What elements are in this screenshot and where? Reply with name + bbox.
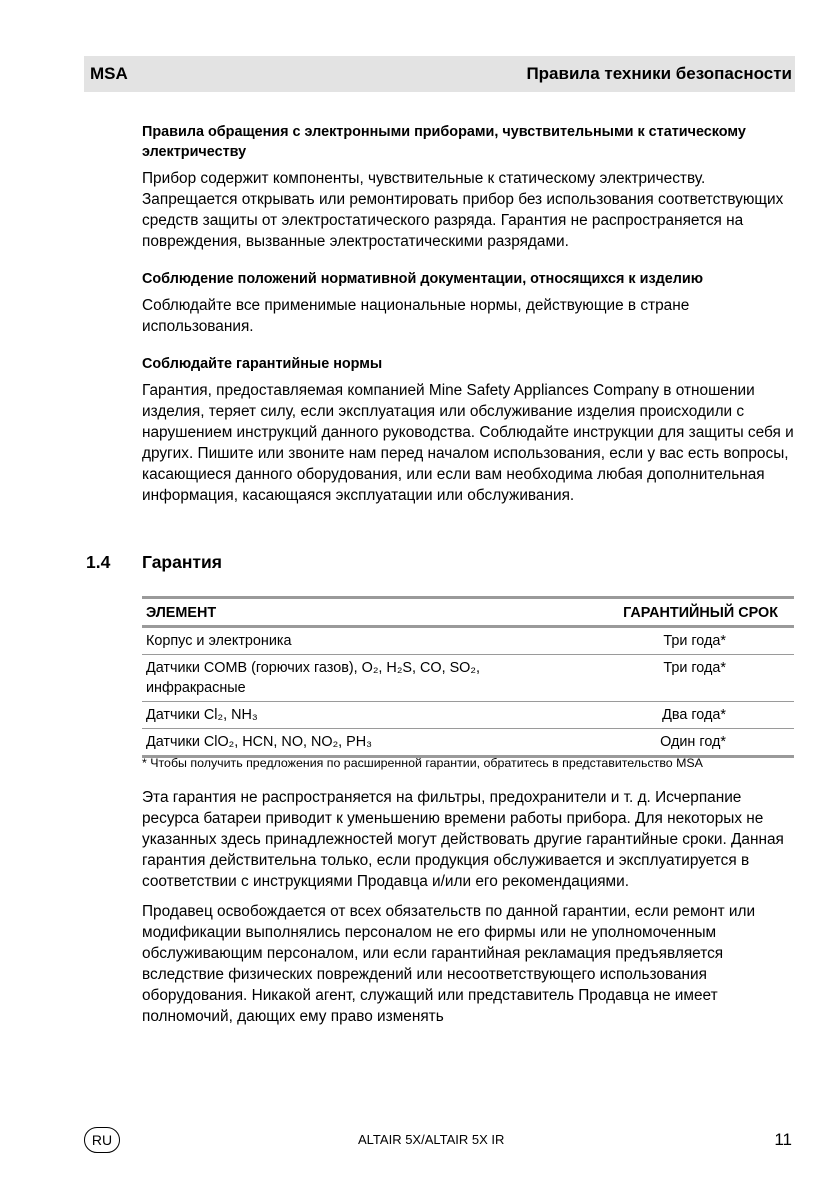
term-cell: Два года*	[542, 702, 794, 729]
table-row	[142, 702, 794, 729]
section-regulations	[142, 269, 794, 337]
item-cell: Датчики ClO₂, HCN, NO, NO₂, PH₃	[142, 729, 542, 757]
table-row	[142, 655, 794, 702]
section-warranty-rules	[142, 354, 794, 506]
section-heading: Соблюдение положений нормативной документации, относящихся к изделию	[142, 271, 704, 287]
term-cell: Три года*	[542, 627, 794, 655]
term-cell: Три года*	[542, 655, 794, 702]
section-text: Гарантия, предоставляемая компанией Mine Safety Appliances Company в отношении изделия, теряет силу, если эксплуатация или обслуживание изделия происходили с нарушением инструкций данного руководства. Соблюдайте инструкции для защиты себя и других. Пишите или звоните нам перед началом использования, если у вас есть вопросы, касающиеся данного оборудования, или если вам необходима любая дополнительная информация, касающаяся эксплуатации или обслуживания.	[142, 382, 794, 504]
section-heading: Правила обращения с электронными приборами, чувствительными к статическому электричеству	[142, 124, 746, 160]
table-footnote: * Чтобы получить предложения по расширенной гарантии, обратитесь в представительство MSA	[142, 756, 703, 770]
warranty-text	[142, 787, 794, 1036]
item-cell: Датчики COMB (горючих газов), O₂, H₂S, CO, SO₂, инфракрасные	[142, 655, 542, 702]
page-number: 11	[774, 1130, 792, 1149]
column-header-item: ЭЛЕМЕНТ	[142, 598, 542, 627]
warranty-paragraph: Эта гарантия не распространяется на фильтры, предохранители и т. д. Исчерпание ресурса батареи приводит к уменьшению времени работы прибора. Для некоторых не указанных здесь принадлежностей могут действовать другие гарантийные сроки. Данная гарантия действительна только, если продукция обслуживается и эксплуатируется в соответствии с инструкциями Продавца и/или его рекомендациями.	[142, 789, 784, 890]
language-badge: RU	[84, 1127, 120, 1153]
footer-product: ALTAIR 5X/ALTAIR 5X IR	[358, 1132, 505, 1147]
safety-content	[142, 122, 794, 523]
section-title: Гарантия	[142, 552, 222, 572]
header-brand: MSA	[90, 64, 128, 83]
table-row	[142, 627, 794, 655]
term-cell: Один год*	[542, 729, 794, 757]
column-header-term: ГАРАНТИЙНЫЙ СРОК	[542, 598, 794, 627]
item-cell: Датчики Cl₂, NH₃	[142, 702, 542, 729]
warranty-paragraph: Продавец освобождается от всех обязательств по данной гарантии, если ремонт или модификации выполнялись персоналом не его фирмы или не уполномоченным обслуживающим персоналом, или если гарантийная рекламация предъявляется вследствие физических повреждений или несоответствующего использования оборудования. Никакой агент, служащий или представитель Продавца не имеет полномочий, дающих ему право изменять	[142, 903, 756, 1025]
table-header-row	[142, 598, 794, 627]
section-esd	[142, 122, 794, 252]
warranty-table	[142, 596, 794, 758]
table-row	[142, 729, 794, 757]
section-text: Прибор содержит компоненты, чувствительные к статическому электричеству. Запрещается открывать или ремонтировать прибор без использования соответствующих средств защиты от электростатического разряда. Гарантия не распространяется на повреждения, вызванные электростатическими разрядами.	[142, 170, 784, 250]
header-title: Правила техники безопасности	[526, 64, 792, 83]
item-cell: Корпус и электроника	[142, 627, 542, 655]
section-number: 1.4	[86, 552, 111, 572]
section-heading: Соблюдайте гарантийные нормы	[142, 356, 383, 372]
section-text: Соблюдайте все применимые национальные нормы, действующие в стране использования.	[142, 297, 690, 335]
